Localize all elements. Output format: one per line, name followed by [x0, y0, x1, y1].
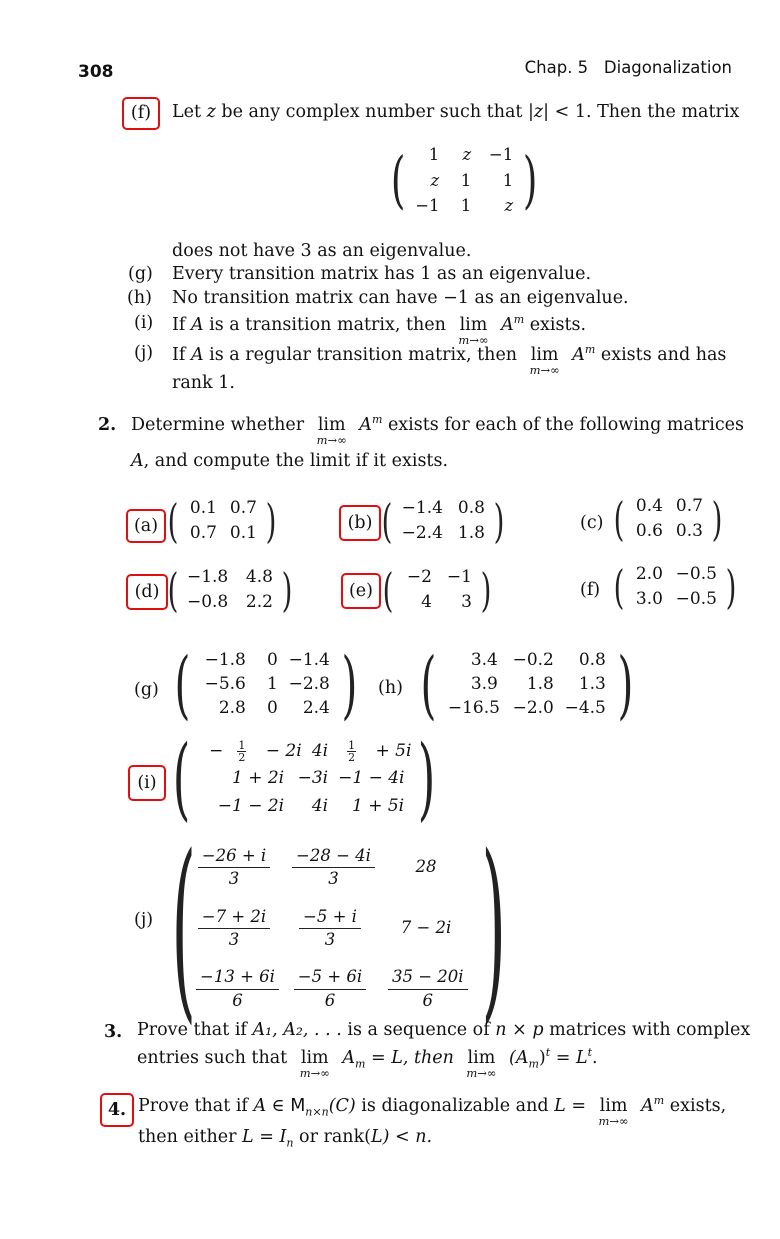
exercise-1f-matrix: ( 1 z −1 z 1 1 −1 1 z ): [390, 143, 538, 217]
exercise-2-line2: A, and compute the limit if it exists.: [131, 451, 449, 471]
matrix-2c: ( 0.4 0.7 0.6 0.3 ): [613, 491, 723, 546]
exercise-2-number: 2.: [98, 415, 117, 435]
exercise-2-text: Determine whether lim m→∞ $A^m$ exists for each of the following matrices: [131, 413, 744, 447]
exercise-2f-label: (f): [580, 580, 601, 600]
exercise-4-line2: then either $L = I_n$ or rank(L) < n.: [138, 1127, 433, 1150]
matrix-2e: ( −2 −1 4 3 ): [382, 562, 492, 617]
exercise-1g-text: Every transition matrix has 1 as an eigenvalue.: [172, 264, 592, 284]
matrix-2j: ( $\frac{-26 + i}{3}$ $\frac{-28 - 4i}{3}$ 28 $\frac{-7 + 2i}{3}$ $\frac{-5 + i}{3}$ 7 − 2i $\frac{-13 + 6i}{6}$ $\frac{-5 + 6i}{6}$ $\frac{35 - 20i}{6}$ ): [171, 814, 506, 1042]
exercise-1h-label: (h): [127, 288, 152, 308]
matrix-2i: ( − $\frac{1}{2}$ − 2i 4i $\frac{1}{2}$ + 5i 1 + 2i −3i −1 − 4i −1 − 2i 4i 1 + 5i ): [172, 726, 436, 831]
exercise-2b-label-highlighted: (b): [339, 505, 381, 541]
exercise-2e-label-highlighted: (e): [341, 573, 381, 609]
exercise-1f-text: Let z be any complex number such that |z| < 1. Then the matrix: [172, 102, 740, 122]
exercise-1j-label: (j): [134, 343, 154, 363]
matrix-2f: ( 2.0 −0.5 3.0 −0.5 ): [613, 559, 737, 614]
exercise-3-number: 3.: [104, 1022, 123, 1042]
exercise-1f-tail: does not have 3 as an eigenvalue.: [172, 241, 472, 261]
matrix-2g: ( −1.8 0 −1.4 −5.6 1 −2.8 2.8 0 2.4 ): [174, 642, 358, 728]
exercise-2c-label: (c): [580, 513, 604, 533]
exercise-4-number-highlighted: 4.: [100, 1093, 134, 1127]
exercise-1i-text: If A is a transition matrix, then lim m→∞ $A^m$ exists.: [172, 313, 587, 347]
exercise-2d-label-highlighted: (d): [126, 574, 168, 610]
matrix-2h: ( 3.4 −0.2 0.8 3.9 1.8 1.3 −16.5 −2.0 −4.5 ): [420, 642, 634, 728]
exercise-2a-label-highlighted: (a): [126, 509, 166, 543]
exercise-4-text: Prove that if A ∈ $M_{n\times n}(C)$ is diagonalizable and L = lim m→∞ $A^m$ exists,: [138, 1094, 727, 1128]
exercise-1f-label-highlighted: (f): [122, 97, 160, 130]
exercise-1g-label: (g): [128, 264, 153, 284]
running-title: Chap. 5 Diagonalization: [524, 58, 732, 77]
matrix-2b: ( −1.4 0.8 −2.4 1.8 ): [381, 493, 505, 548]
exercise-2h-label: (h): [378, 678, 403, 698]
page-number: 308: [78, 62, 114, 82]
exercise-2i-label-highlighted: (i): [128, 765, 166, 801]
exercise-2g-label: (g): [134, 680, 159, 700]
exercise-1h-text: No transition matrix can have −1 as an eigenvalue.: [172, 288, 629, 308]
matrix-2d: ( −1.8 4.8 −0.8 2.2 ): [167, 562, 293, 617]
exercise-1j-text: If A is a regular transition matrix, then lim m→∞ $A^m$ exists and has: [172, 343, 727, 377]
matrix-2a: ( 0.1 0.7 0.7 0.1 ): [167, 493, 277, 548]
exercise-3-line2: entries such that lim m→∞ $A_m = L$, then lim m→∞ $(A_m)^t = L^t$.: [137, 1046, 598, 1080]
exercise-2j-label: (j): [134, 910, 154, 930]
exercise-1j-line2: rank 1.: [172, 373, 235, 393]
exercise-3-text: Prove that if A₁, A₂, . . . is a sequence of n × p matrices with complex: [137, 1020, 751, 1040]
exercise-1i-label: (i): [134, 313, 154, 333]
